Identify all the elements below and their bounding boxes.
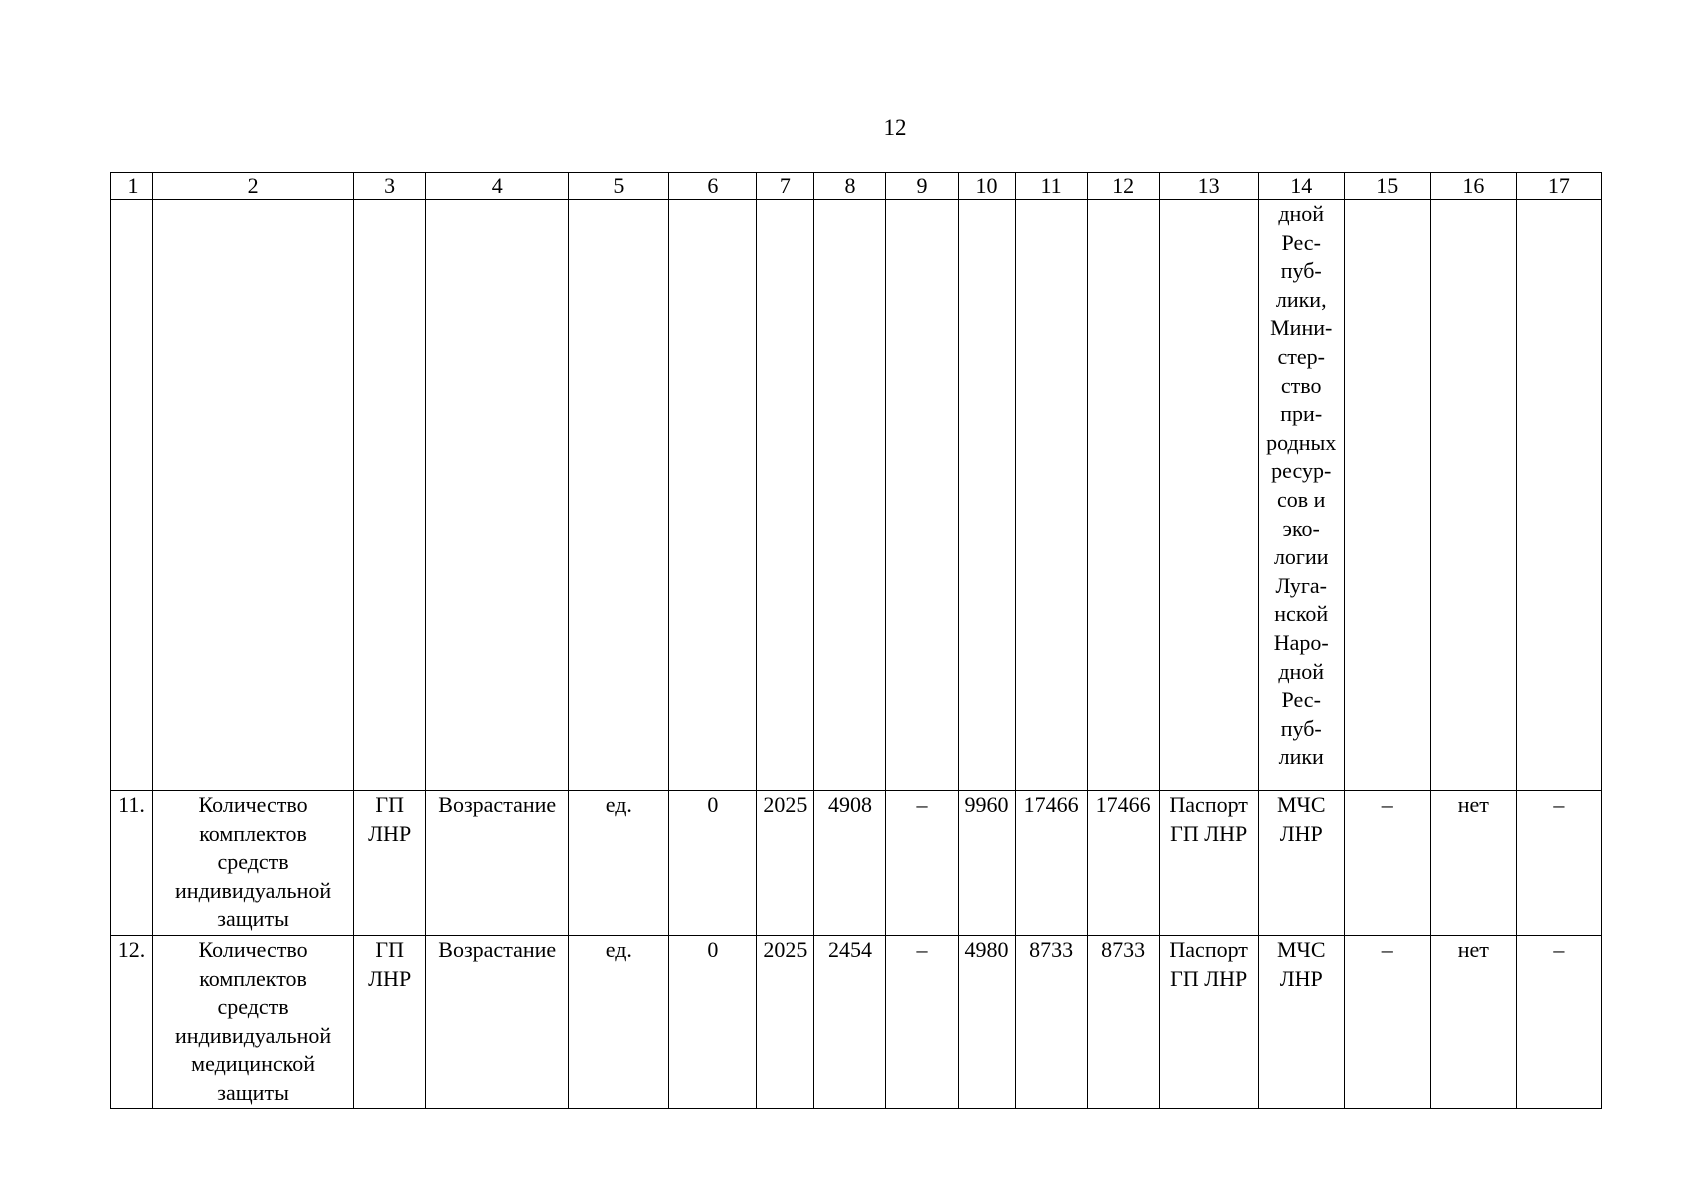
responsible-continuation-cell: дной Рес- пуб- лики, Мини- стер- ство при- родных ресур- сов и эко- логии Луга- нской Наро- дной Рес- пуб- лики bbox=[1258, 200, 1344, 791]
value-cell: 0 bbox=[669, 791, 757, 936]
trend-cell: Возрастание bbox=[426, 936, 569, 1109]
page-number: 12 bbox=[883, 115, 907, 140]
year-cell: 2025 bbox=[757, 936, 814, 1109]
value-cell: – bbox=[1344, 791, 1430, 936]
row-number: 12. bbox=[111, 936, 153, 1109]
column-number: 12 bbox=[1087, 173, 1159, 200]
value-cell: 8733 bbox=[1015, 936, 1087, 1109]
trend-cell: Возрастание bbox=[426, 791, 569, 936]
value-cell: 8733 bbox=[1087, 936, 1159, 1109]
continuation-row bbox=[111, 200, 1602, 791]
program-cell: ГП ЛНР bbox=[354, 791, 426, 936]
unit-cell: ед. bbox=[569, 791, 669, 936]
column-number: 1 bbox=[111, 173, 153, 200]
column-number: 9 bbox=[886, 173, 958, 200]
source-cell: Паспорт ГП ЛНР bbox=[1159, 936, 1258, 1109]
indicators-table bbox=[110, 172, 1602, 1109]
responsible-cell: МЧС ЛНР bbox=[1258, 936, 1344, 1109]
value-cell: 4908 bbox=[814, 791, 886, 936]
year-cell: 2025 bbox=[757, 791, 814, 936]
value-cell: 2454 bbox=[814, 936, 886, 1109]
value-cell: – bbox=[1516, 791, 1601, 936]
column-number: 3 bbox=[354, 173, 426, 200]
program-cell: ГП ЛНР bbox=[354, 936, 426, 1109]
value-cell: 17466 bbox=[1015, 791, 1087, 936]
column-number: 15 bbox=[1344, 173, 1430, 200]
column-number: 10 bbox=[958, 173, 1015, 200]
responsible-cell: МЧС ЛНР bbox=[1258, 791, 1344, 936]
value-cell: нет bbox=[1430, 791, 1516, 936]
value-cell: – bbox=[886, 936, 958, 1109]
table-row bbox=[111, 936, 1602, 1109]
column-number-row bbox=[111, 173, 1602, 200]
indicator-name: Количество комплектов средств индивидуальной медицинской защиты bbox=[153, 936, 354, 1109]
column-number: 7 bbox=[757, 173, 814, 200]
column-number: 13 bbox=[1159, 173, 1258, 200]
unit-cell: ед. bbox=[569, 936, 669, 1109]
indicator-name: Количество комплектов средств индивидуальной защиты bbox=[153, 791, 354, 936]
column-number: 17 bbox=[1516, 173, 1601, 200]
table-row bbox=[111, 791, 1602, 936]
value-cell: 9960 bbox=[958, 791, 1015, 936]
value-cell: – bbox=[1344, 936, 1430, 1109]
column-number: 14 bbox=[1258, 173, 1344, 200]
row-number: 11. bbox=[111, 791, 153, 936]
column-number: 4 bbox=[426, 173, 569, 200]
column-number: 2 bbox=[153, 173, 354, 200]
column-number: 8 bbox=[814, 173, 886, 200]
value-cell: 0 bbox=[669, 936, 757, 1109]
value-cell: 17466 bbox=[1087, 791, 1159, 936]
value-cell: нет bbox=[1430, 936, 1516, 1109]
column-number: 5 bbox=[569, 173, 669, 200]
source-cell: Паспорт ГП ЛНР bbox=[1159, 791, 1258, 936]
value-cell: – bbox=[1516, 936, 1601, 1109]
value-cell: 4980 bbox=[958, 936, 1015, 1109]
column-number: 16 bbox=[1430, 173, 1516, 200]
column-number: 11 bbox=[1015, 173, 1087, 200]
column-number: 6 bbox=[669, 173, 757, 200]
value-cell: – bbox=[886, 791, 958, 936]
